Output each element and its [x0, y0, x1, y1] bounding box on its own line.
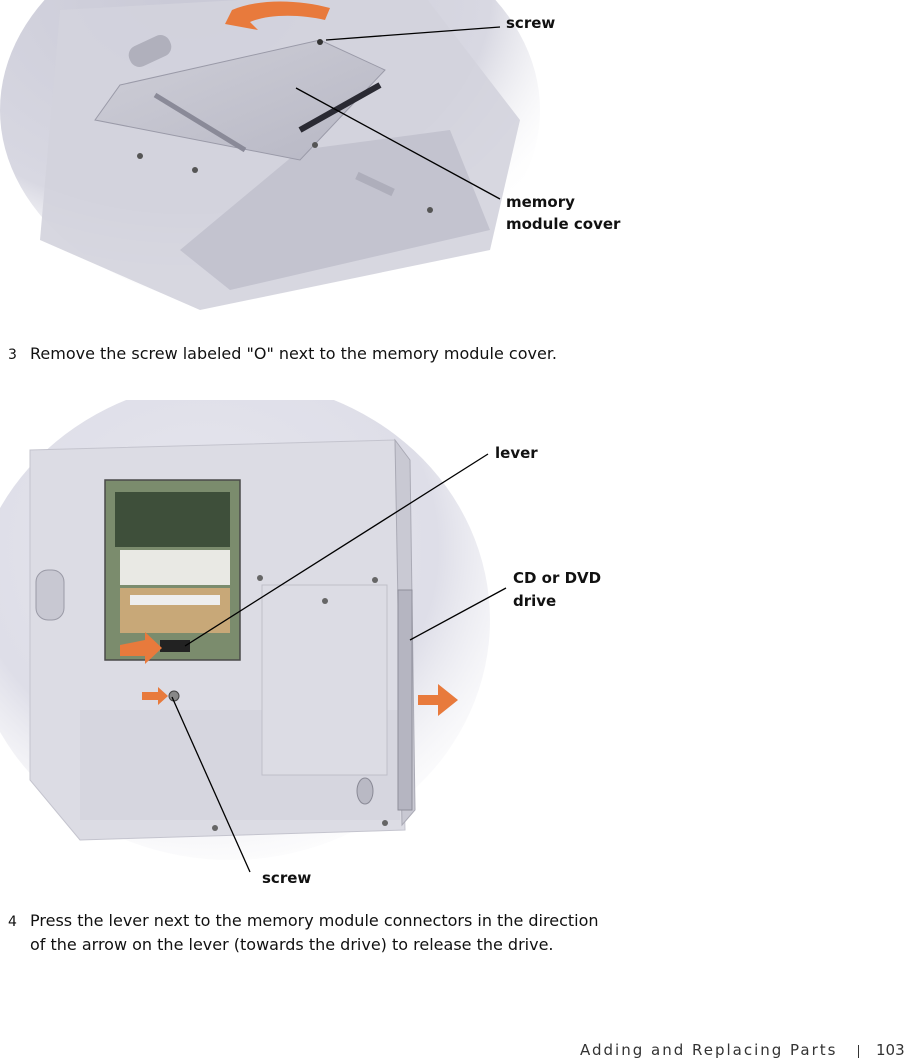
step-number: 4 — [8, 914, 17, 930]
screw-callout-2: screw — [262, 869, 312, 887]
page-footer — [580, 1041, 905, 1063]
memory-cover-callout-line2: module cover — [506, 215, 621, 233]
step-4 — [0, 909, 914, 957]
step-text: Remove the screw labeled "O" next to the memory module cover. — [30, 344, 558, 363]
screw-callout: screw — [506, 14, 556, 32]
drive-callout-line2: drive — [513, 592, 557, 610]
memory-cover-illustration — [0, 0, 914, 320]
memory-cover-callout-line1: memory — [506, 193, 575, 211]
footer-section-title: Adding and Replacing Parts — [580, 1041, 838, 1059]
lever-callout: lever — [495, 444, 538, 462]
step-text-line1: Press the lever next to the memory module connectors in the direction — [30, 911, 599, 930]
step-3 — [0, 342, 914, 366]
page-number: 103 — [876, 1041, 905, 1059]
drive-callout-line1: CD or DVD — [513, 569, 602, 587]
step-text-line2: of the arrow on the lever (towards the drive) to release the drive. — [30, 935, 554, 954]
drive-release-illustration — [0, 400, 914, 900]
footer-separator — [858, 1045, 859, 1058]
step-number: 3 — [8, 347, 17, 363]
